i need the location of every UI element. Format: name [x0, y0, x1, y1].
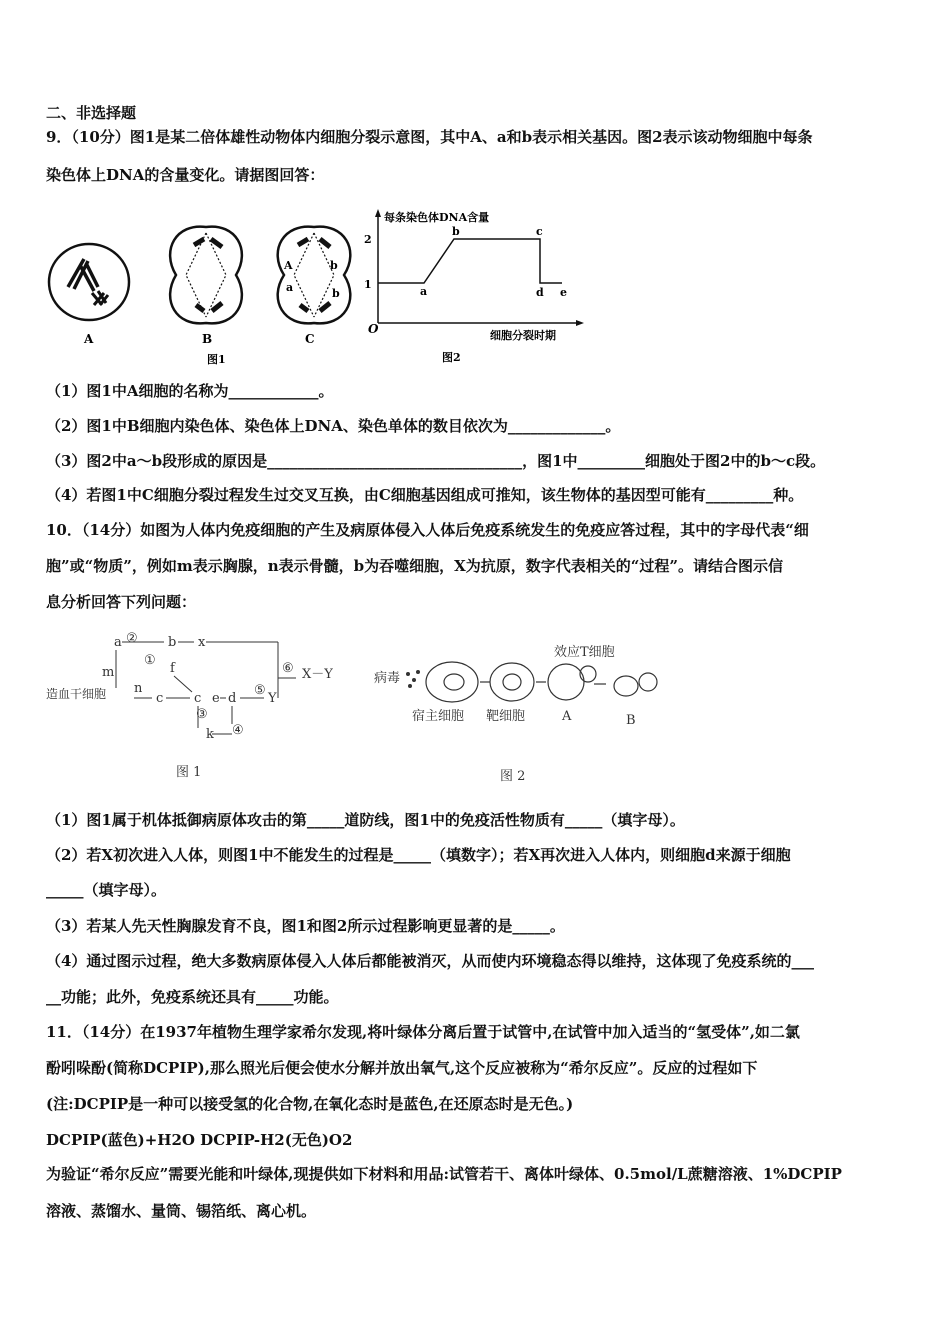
- letter-x: x: [198, 635, 206, 650]
- q10-sub2-line2: _____（填字母）。: [46, 881, 167, 899]
- q9-sub1: （1）图1中A细胞的名称为____________。: [46, 382, 334, 400]
- host-nucleus: [444, 674, 464, 690]
- cell-C-label: C: [305, 332, 315, 346]
- process-4: ④: [232, 723, 244, 738]
- process-2: ②: [126, 631, 138, 646]
- target-cell: [490, 663, 534, 701]
- letter-Y: Y: [268, 691, 277, 706]
- q11-note: (注:DCPIP是一种可以接受氢的化合物,在氧化态时是蓝色,在还原态时是无色。): [46, 1095, 574, 1113]
- host-cell: [426, 662, 478, 702]
- process-1: ①: [144, 653, 156, 668]
- figure-2-caption: 图2: [442, 351, 461, 364]
- point-a-label: a: [420, 285, 428, 298]
- target-nucleus: [503, 674, 521, 690]
- q9-stem-line1: 9．（10分）图1是某二倍体雄性动物体内细胞分裂示意图，其中A、a和b表示相关基因。图2表示该动物细胞中每条: [46, 128, 813, 146]
- cell-A: [49, 244, 129, 320]
- letter-c2: c: [194, 691, 202, 706]
- q9-sub4: （4）若图1中C细胞分裂过程发生过交叉互换，由C细胞基因组成可推知，该生物体的基因型可能有_________种。: [46, 486, 804, 504]
- gene-label-A: A: [284, 259, 293, 272]
- cell-A-label: A: [84, 332, 94, 346]
- y-tick-2: 2: [364, 233, 372, 246]
- cell-B: [170, 227, 242, 324]
- effector-t-cell-label: 效应T细胞: [554, 645, 615, 660]
- cell-B-label: B: [626, 713, 636, 728]
- point-d-label: d: [536, 286, 544, 299]
- q10-sub2-line1: （2）若X初次进入人体，则图1中不能发生的过程是_____（填数字）；若X再次进入人体内，则细胞d来源于细胞: [46, 846, 791, 864]
- process-5: ⑤: [254, 683, 266, 698]
- q10-sub4-line2: __功能；此外，免疫系统还具有_____功能。: [46, 988, 339, 1006]
- letter-m: m: [102, 665, 115, 680]
- cell-A-label: A: [562, 709, 572, 724]
- cell-A: [548, 664, 584, 700]
- figure-1-caption: 图 1: [176, 765, 202, 780]
- process-6: ⑥: [282, 661, 294, 676]
- y-axis-label: 每条染色体DNA含量: [384, 211, 490, 224]
- q9-figure-1: [46, 205, 358, 370]
- cell-B-fragment-2: [639, 673, 657, 691]
- q10-sub3: （3）若某人先天性胸腺发育不良，图1和图2所示过程影响更显著的是_____。: [46, 917, 565, 935]
- gene-label-b-lower: b: [332, 287, 340, 300]
- gene-label-a: a: [286, 281, 294, 294]
- origin-label: O: [368, 322, 379, 336]
- q10-stem-line3: 息分析回答下列问题：: [46, 593, 197, 611]
- q10-figure-1: [46, 628, 346, 788]
- x-axis-label: 细胞分裂时期: [490, 329, 556, 342]
- letter-k: k: [206, 727, 214, 742]
- q9-sub3: （3）图2中a～b段形成的原因是__________________________________，图1中_________细胞处于图2中的b～c段。: [46, 452, 826, 470]
- q11-reaction-equation: DCPIP(蓝色)+H2O DCPIP-H2(无色)O2: [46, 1131, 353, 1149]
- cell-B-fragment-1: [614, 676, 638, 696]
- host-cell-label: 宿主细胞: [412, 709, 465, 724]
- letter-c1: c: [156, 691, 164, 706]
- figure-1-caption: 图1: [207, 353, 226, 366]
- letter-f: f: [170, 661, 175, 676]
- gene-label-b-upper: b: [330, 259, 338, 272]
- q10-sub1: （1）图1属于机体抵御病原体攻击的第_____道防线，图1中的免疫活性物质有_____（填字母）。: [46, 811, 685, 829]
- point-c-label: c: [536, 225, 543, 238]
- target-cell-label: 靶细胞: [486, 709, 526, 724]
- y-tick-1: 1: [364, 278, 372, 291]
- process-3: ③: [196, 707, 208, 722]
- section-title: 二、非选择题: [46, 104, 137, 122]
- cell-B-label: B: [202, 332, 213, 346]
- q10-stem-line1: 10．（14分）如图为人体内免疫细胞的产生及病原体侵入人体后免疫系统发生的免疫应答过程，其中的字母代表“细: [46, 521, 809, 539]
- q11-materials-line1: 为验证“希尔反应”需要光能和叶绿体,现提供如下材料和用品:试管若干、离体叶绿体、0.5mol/L蔗糖溶液、1%DCPIP: [46, 1165, 842, 1183]
- point-b-label: b: [452, 225, 460, 238]
- virus-label: 病毒: [374, 671, 401, 686]
- letter-d: d: [228, 691, 237, 706]
- q10-stem-line2: 胞”或“物质”，例如m表示胸腺，n表示骨髓，b为吞噬细胞，X为抗原，数字代表相关的“过程”。请结合图示信: [46, 557, 784, 575]
- letter-b: b: [168, 635, 177, 650]
- q10-figure-2: [370, 630, 670, 790]
- q11-stem-line1: 11．（14分）在1937年植物生理学家希尔发现,将叶绿体分离后置于试管中,在试管中加入适当的“氢受体”,如二氯: [46, 1023, 800, 1041]
- letter-a: a: [114, 635, 122, 650]
- q9-figure-2: [362, 205, 602, 370]
- q11-stem-line2: 酚吲哚酚(简称DCPIP),那么照光后便会使水分解并放出氧气,这个反应被称为“希尔反应”。反应的过程如下: [46, 1059, 758, 1077]
- q9-sub2: （2）图1中B细胞内染色体、染色体上DNA、染色单体的数目依次为_____________。: [46, 417, 621, 435]
- dna-content-line: [378, 239, 562, 283]
- virus-particles: [406, 670, 420, 688]
- figure-2-caption: 图 2: [500, 769, 526, 784]
- point-e-label: e: [560, 286, 567, 299]
- letter-e: e: [212, 691, 220, 706]
- q11-materials-line2: 溶液、蒸馏水、量筒、锡箔纸、离心机。: [46, 1202, 317, 1220]
- result-XY: X－Y: [302, 667, 333, 682]
- cell-C: [278, 227, 351, 324]
- q10-sub4-line1: （4）通过图示过程，绝大多数病原体侵入人体后都能被消灭，从而使内环境稳态得以维持，这体现了免疫系统的___: [46, 952, 814, 970]
- source-cell-label: 造血干细胞: [46, 687, 107, 701]
- letter-n: n: [134, 681, 143, 696]
- q9-stem-line2: 染色体上DNA的含量变化。请据图回答：: [46, 166, 325, 184]
